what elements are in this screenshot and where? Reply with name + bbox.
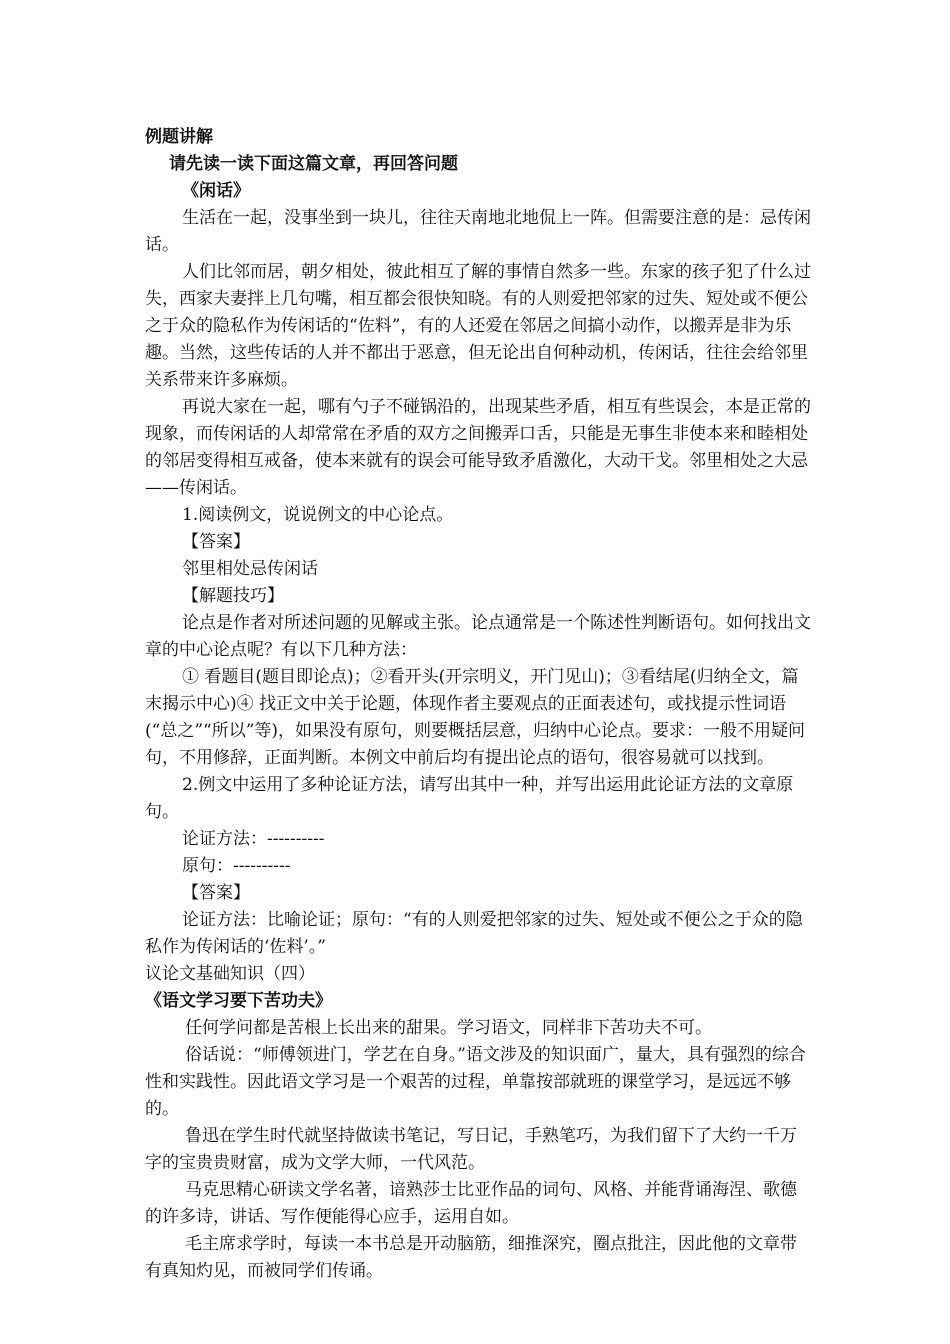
method-blank: 论证方法：---------- [182, 829, 325, 849]
article1-paragraph-2: 人们比邻而居，朝夕相处，彼此相互了解的事情自然多一些。东家的孩子犯了什么过失，西家夫妻拌上几句嘴，相互都会很快知晓。有的人则爱把邻家的过失、短处或不便公之于众的隐私作为传闲话的“佐料”，有的人还爱在邻居之间搞小动作，以搬弄是非为乐趣。当然，这些传话的人并不都出于恶意，但无论出自何种动机，传闲话，往往会给邻里关系带来许多麻烦。 [145, 262, 811, 390]
article2-title: 《语文学习要下苦功夫》 [145, 991, 332, 1011]
tips-paragraph-2: ① 看题目(题目即论点)；②看开头(开宗明义，开门见山)；③看结尾(归纳全文，篇末揭示中心)④ 找正文中关于论题，体现作者主要观点的正面表述句，或找提示性词语(“总之”“所以”等)，如果没有原句，则要概括层意，归纳中心论点。要求：一般不用疑问句，不用修辞，正面判断。本例文中前后均有提出论点的语句，很容易就可以找到。 [145, 667, 806, 768]
article1-title: 《闲话》 [182, 181, 250, 201]
article1-paragraph-3: 再说大家在一起，哪有勺子不碰锅沿的，出现某些矛盾，相互有些误会，本是正常的现象，而传闲话的人却常常在矛盾的双方之间搬弄口舌，只能是无事生非使本来和睦相处的邻居变得相互戒备，使本来就有的误会可能导致矛盾激化，大动干戈。邻里相处之大忌——传闲话。 [145, 397, 811, 498]
article2-paragraph-2: 俗话说：“师傅领进门，学艺在自身。”语文涉及的知识面广，量大，具有强烈的综合性和实践性。因此语文学习是一个艰苦的过程，单靠按部就班的课堂学习，是远远不够的。 [145, 1045, 806, 1119]
answer-2: 论证方法：比喻论证；原句：“有的人则爱把邻家的过失、短处或不便公之于众的隐私作为传闲话的‘佐料’。” [145, 910, 803, 957]
answer-label-1: 【答案】 [182, 532, 250, 552]
section-title: 议论文基础知识（四） [145, 964, 315, 984]
article2-paragraph-3: 鲁迅在学生时代就坚持做读书笔记，写日记，手熟笔巧，为我们留下了大约一千万字的宝贵贵财富，成为文学大师，一代风范。 [145, 1126, 797, 1173]
answer-label-2: 【答案】 [182, 883, 250, 903]
document-page [145, 124, 813, 1285]
tips-paragraph-1: 论点是作者对所述问题的见解或主张。论点通常是一个陈述性判断语句。如何找出文章的中心论点呢？有以下几种方法： [145, 613, 811, 660]
question-2: 2.例文中运用了多种论证方法，请写出其中一种，并写出运用此论证方法的文章原句。 [145, 775, 794, 822]
answer-1: 邻里相处忌传闲话 [182, 559, 318, 579]
article2-paragraph-5: 毛主席求学时，每读一本书总是开动脑筋，细推深究，圈点批注，因此他的文章带有真知灼见，而被同学们传诵。 [145, 1234, 797, 1281]
question-1: 1.阅读例文，说说例文的中心论点。 [182, 505, 454, 525]
heading-example: 例题讲解 [145, 127, 213, 147]
instruction-text: 请先读一读下面这篇文章，再回答问题 [169, 154, 458, 174]
tips-label: 【解题技巧】 [182, 586, 284, 606]
article2-paragraph-1: 任何学问都是苦根上长出来的甜果。学习语文，同样非下苦功夫不可。 [185, 1018, 712, 1038]
article1-paragraph-1: 生活在一起，没事坐到一块儿，往往天南地北地侃上一阵。但需要注意的是：忌传闲话。 [145, 208, 811, 255]
sentence-blank: 原句：---------- [182, 856, 291, 876]
article2-paragraph-4: 马克思精心研读文学名著，谙熟莎士比亚作品的词句、风格、并能背诵海涅、歌德的许多诗，讲话、写作便能得心应手，运用自如。 [145, 1180, 797, 1227]
